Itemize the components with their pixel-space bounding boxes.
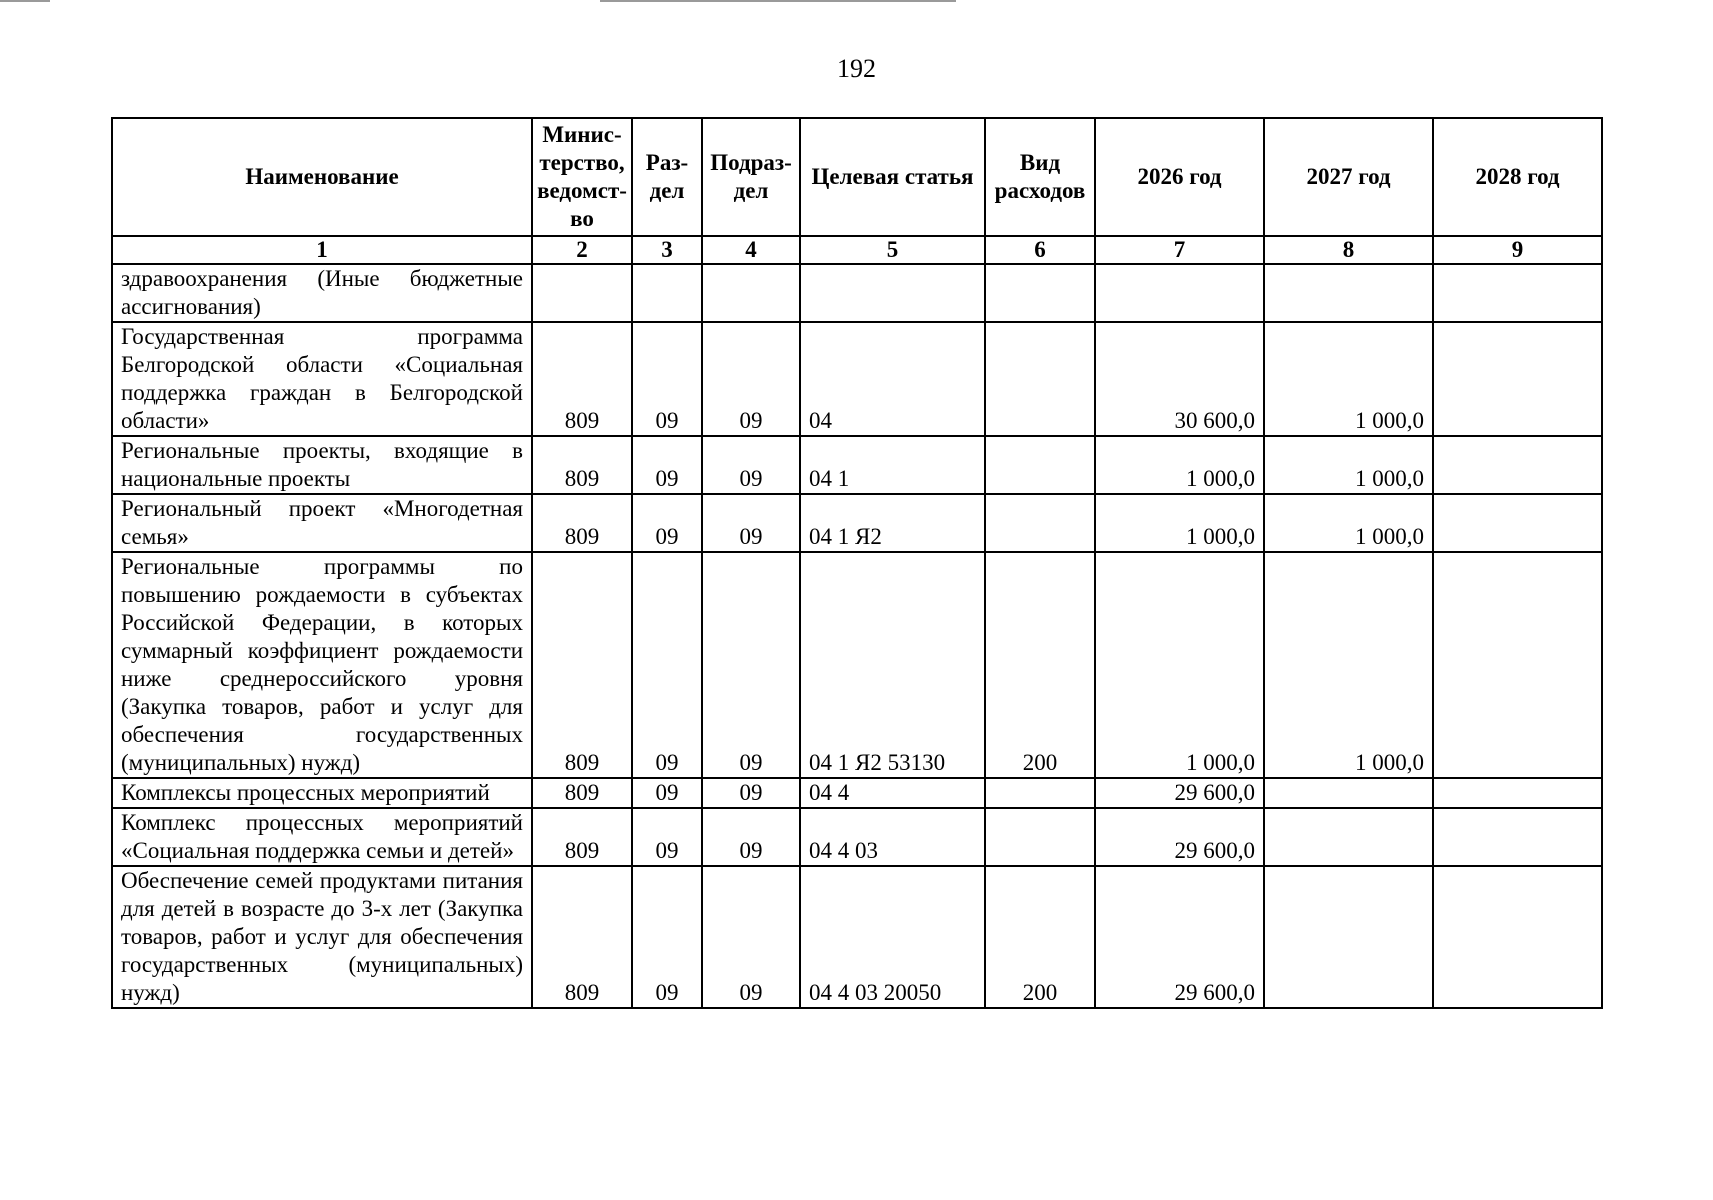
cell-year-2027	[1264, 264, 1433, 322]
cell-name: Обеспечение семей продуктами питания для детей в возрасте до 3-х лет (Закупка товаров, работ и услуг для обеспечения государственных (муниципальных) нужд)	[112, 866, 532, 1008]
cell-target-article	[800, 264, 985, 322]
cell-ministry	[532, 264, 632, 322]
table-row	[112, 778, 1602, 808]
cell-target-article: 04 4	[800, 778, 985, 808]
cell-target-article: 04 4 03 20050	[800, 866, 985, 1008]
cell-year-2026: 1 000,0	[1095, 552, 1264, 778]
cell-ministry: 809	[532, 866, 632, 1008]
header-year-2027: 2027 год	[1264, 118, 1433, 236]
cell-year-2028	[1433, 436, 1602, 494]
cell-year-2028	[1433, 808, 1602, 866]
header-subsection: Подраз-дел	[702, 118, 800, 236]
scan-edge-line-top	[600, 0, 956, 2]
cell-year-2026: 1 000,0	[1095, 436, 1264, 494]
column-number: 1	[112, 236, 532, 264]
cell-year-2027: 1 000,0	[1264, 494, 1433, 552]
header-row	[112, 118, 1602, 236]
cell-name: Региональные программы по повышению рождаемости в субъектах Российской Федерации, в которых суммарный коэффициент рождаемости ниже среднероссийского уровня (Закупка товаров, работ и услуг для обеспечения государственных (муниципальных) нужд)	[112, 552, 532, 778]
header-year-2028: 2028 год	[1433, 118, 1602, 236]
header-target-article: Целевая статья	[800, 118, 985, 236]
header-name: Наименование	[112, 118, 532, 236]
cell-subsection: 09	[702, 494, 800, 552]
cell-year-2026: 1 000,0	[1095, 494, 1264, 552]
cell-section: 09	[632, 866, 702, 1008]
cell-subsection: 09	[702, 866, 800, 1008]
cell-name: Комплекс процессных мероприятий «Социальная поддержка семьи и детей»	[112, 808, 532, 866]
cell-expense-type	[985, 808, 1095, 866]
cell-year-2027	[1264, 866, 1433, 1008]
cell-ministry: 809	[532, 436, 632, 494]
column-number: 8	[1264, 236, 1433, 264]
column-number: 3	[632, 236, 702, 264]
cell-subsection: 09	[702, 552, 800, 778]
cell-year-2026: 29 600,0	[1095, 778, 1264, 808]
cell-target-article: 04	[800, 322, 985, 436]
cell-name: Государственная программа Белгородской области «Социальная поддержка граждан в Белгородской области»	[112, 322, 532, 436]
cell-year-2026: 30 600,0	[1095, 322, 1264, 436]
cell-section: 09	[632, 322, 702, 436]
column-number: 7	[1095, 236, 1264, 264]
cell-expense-type	[985, 436, 1095, 494]
cell-year-2027: 1 000,0	[1264, 436, 1433, 494]
cell-section: 09	[632, 436, 702, 494]
cell-year-2027	[1264, 808, 1433, 866]
budget-table	[111, 117, 1603, 1009]
column-number-row	[112, 236, 1602, 264]
cell-expense-type	[985, 264, 1095, 322]
page-number: 192	[837, 54, 876, 83]
cell-ministry: 809	[532, 552, 632, 778]
cell-year-2027	[1264, 778, 1433, 808]
cell-year-2026: 29 600,0	[1095, 866, 1264, 1008]
scan-edge-line-left	[0, 0, 50, 2]
cell-section: 09	[632, 808, 702, 866]
cell-expense-type	[985, 322, 1095, 436]
table-row	[112, 866, 1602, 1008]
table-row	[112, 808, 1602, 866]
header-section: Раз-дел	[632, 118, 702, 236]
column-number: 5	[800, 236, 985, 264]
cell-ministry: 809	[532, 322, 632, 436]
cell-year-2026: 29 600,0	[1095, 808, 1264, 866]
cell-section: 09	[632, 778, 702, 808]
cell-year-2027: 1 000,0	[1264, 552, 1433, 778]
cell-section: 09	[632, 494, 702, 552]
table-row	[112, 552, 1602, 778]
header-ministry: Минис-терство, ведомст-во	[532, 118, 632, 236]
cell-year-2028	[1433, 778, 1602, 808]
cell-year-2028	[1433, 322, 1602, 436]
cell-subsection	[702, 264, 800, 322]
table-body	[112, 264, 1602, 1008]
cell-target-article: 04 1 Я2	[800, 494, 985, 552]
cell-year-2028	[1433, 552, 1602, 778]
cell-year-2028	[1433, 264, 1602, 322]
cell-name: Региональные проекты, входящие в национальные проекты	[112, 436, 532, 494]
cell-name: Комплексы процессных мероприятий	[112, 778, 532, 808]
cell-year-2027: 1 000,0	[1264, 322, 1433, 436]
cell-year-2026	[1095, 264, 1264, 322]
cell-expense-type	[985, 778, 1095, 808]
cell-target-article: 04 4 03	[800, 808, 985, 866]
table-row	[112, 322, 1602, 436]
cell-year-2028	[1433, 494, 1602, 552]
cell-name: Региональный проект «Многодетная семья»	[112, 494, 532, 552]
cell-name: здравоохранения (Иные бюджетные ассигнования)	[112, 264, 532, 322]
cell-subsection: 09	[702, 808, 800, 866]
header-expense-type: Вид расходов	[985, 118, 1095, 236]
column-number: 9	[1433, 236, 1602, 264]
table-row	[112, 264, 1602, 322]
cell-subsection: 09	[702, 322, 800, 436]
cell-expense-type	[985, 494, 1095, 552]
cell-target-article: 04 1	[800, 436, 985, 494]
cell-target-article: 04 1 Я2 53130	[800, 552, 985, 778]
table-row	[112, 494, 1602, 552]
table-row	[112, 436, 1602, 494]
cell-ministry: 809	[532, 808, 632, 866]
column-number: 6	[985, 236, 1095, 264]
cell-section: 09	[632, 552, 702, 778]
column-number: 4	[702, 236, 800, 264]
cell-ministry: 809	[532, 494, 632, 552]
cell-section	[632, 264, 702, 322]
column-number: 2	[532, 236, 632, 264]
cell-expense-type: 200	[985, 866, 1095, 1008]
header-year-2026: 2026 год	[1095, 118, 1264, 236]
cell-year-2028	[1433, 866, 1602, 1008]
cell-subsection: 09	[702, 436, 800, 494]
cell-ministry: 809	[532, 778, 632, 808]
cell-expense-type: 200	[985, 552, 1095, 778]
cell-subsection: 09	[702, 778, 800, 808]
